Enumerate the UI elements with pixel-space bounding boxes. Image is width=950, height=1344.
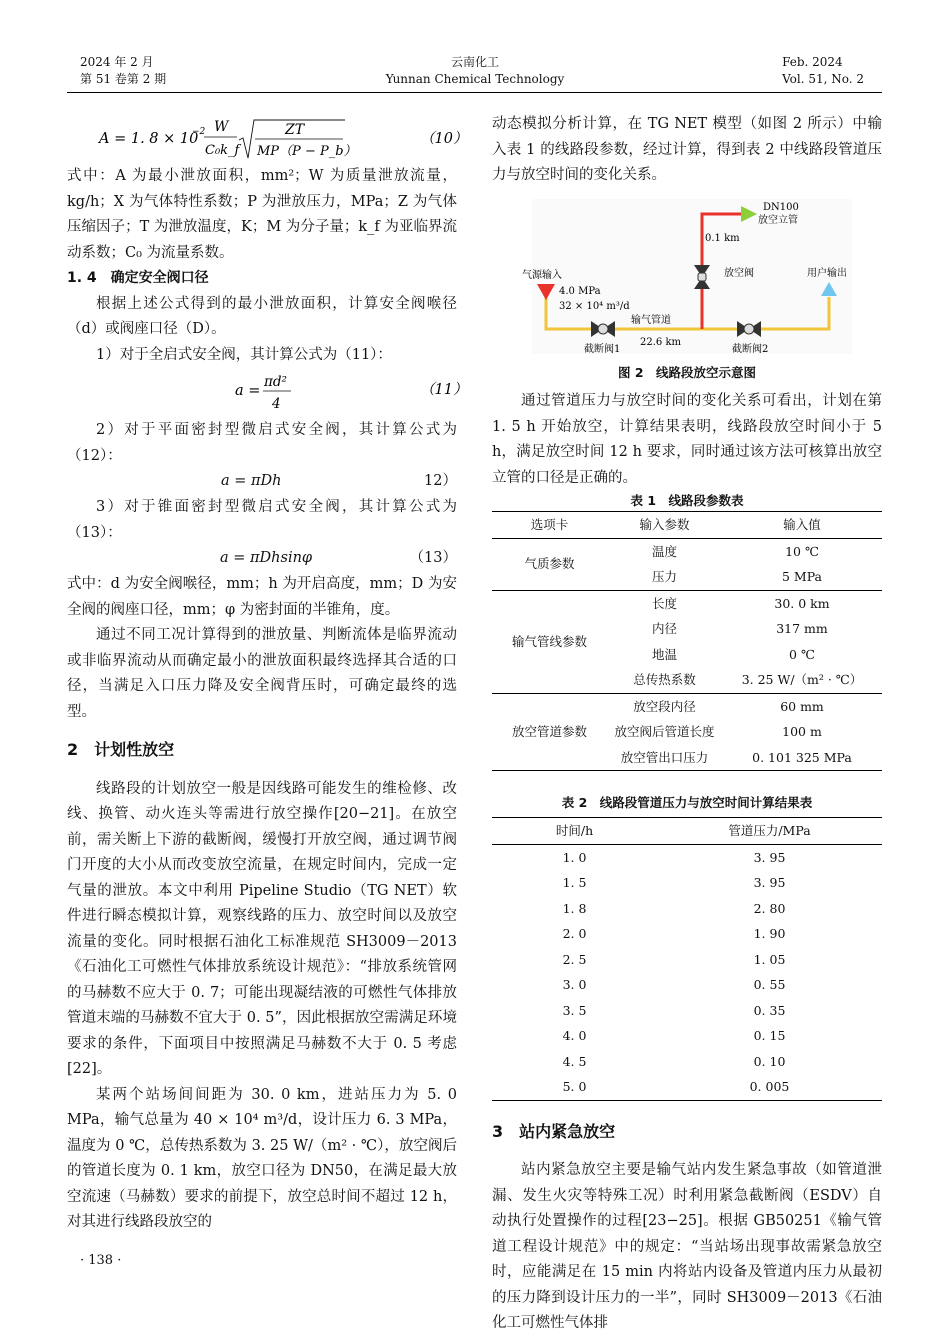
table-2 — [492, 817, 882, 1101]
equation-10-graphic — [67, 112, 468, 164]
header-date-en: Feb. 2024 — [782, 55, 843, 69]
table-1-param: 总传热系数 — [607, 667, 722, 693]
label-pipeline: 输气管道 — [631, 314, 671, 326]
table-2-header-pressure: 管道压力/MPa — [657, 818, 882, 845]
table-1-value: 5 MPa — [722, 564, 882, 590]
label-22-6km: 22.6 km — [640, 336, 681, 348]
table-1-param: 长度 — [651, 595, 677, 611]
eq10-frac1-num: W — [214, 119, 229, 135]
table-2-header-time: 时间/h — [492, 818, 657, 845]
table-2-body — [492, 844, 882, 1100]
eq10-frac2-num: ZT — [285, 122, 305, 138]
label-vent-valve: 放空阀 — [724, 267, 754, 279]
eq10-number: （10） — [420, 131, 468, 147]
eq10-lhs: A = 1. 8 × 10 — [99, 131, 199, 147]
table-row — [492, 921, 882, 947]
label-valve-1: 截断阀1 — [584, 343, 621, 355]
table-1-param: 压力 — [607, 564, 722, 590]
table-1-value: 0. 101 325 MPa — [722, 745, 882, 771]
table-2-pressure-cell: 3. 95 — [753, 875, 786, 890]
table-1-value: 100 m — [782, 724, 822, 739]
table-row — [492, 870, 882, 896]
paragraph-flat-seal: 2）对于平面密封型微启式安全阀，其计算公式为（12）： — [67, 422, 457, 464]
paragraph-planned-venting: 线路段的计划放空一般是因线路可能发生的维检修、改线、换管、动火连头等需进行放空操作[20−21]。在放空前，需关断上下游的截断阀，缓慢打开放空阀，通过调节阀门开度的大小从而改变放空流量，在规定时间内，完成一定气量的泄放。本文中利用 Pipeline Studio（TG NET）软件进行瞬态模拟计算，观察线路的压力、放空时间以及放空流量的变化。同时根据石油化工标准规范 SH3009－2013《石油化工可燃性气体排放系统设计规范》：“排放系统管网的马赫数不应大于 0. 7；可能出现凝结液的可燃性气体排放管道末端的马赫数不宜大于 0. 5”，因此根据放空需满足环境要求的条件，下面项目中按照满足马赫数不大于 0. 5 考虑[22]。 — [67, 780, 457, 1077]
table-1-group-pipeline: 输气管线参数 — [492, 590, 607, 693]
table-1-value: 60 mm — [780, 698, 824, 714]
eq11-denominator: 4 — [272, 396, 281, 412]
table-2-time-cell: 5. 0 — [492, 1074, 657, 1100]
table-row — [492, 1074, 882, 1100]
table-2-pressure-cell: 0. 55 — [753, 977, 786, 992]
table-row — [492, 896, 882, 922]
eq13-expression: a = πDhsinφ — [220, 550, 313, 566]
label-user-output: 用户输出 — [807, 267, 847, 279]
eq13-number: （13） — [409, 550, 457, 566]
table-2-pressure-cell: 1. 05 — [753, 951, 786, 967]
paragraph-valve-size: 根据上述公式得到的最小泄放面积，计算安全阀喉径（d）或阀座口径（D）。 — [67, 295, 457, 337]
table-1-value: 10 ℃ — [785, 543, 819, 559]
equation-12 — [67, 469, 457, 495]
table-1-group-gas: 气质参数 — [492, 538, 607, 590]
table-1-param: 内径 — [651, 621, 677, 636]
right-column — [492, 112, 882, 1337]
equation-10 — [67, 112, 468, 164]
figure-background — [532, 199, 852, 354]
paragraph-selection: 通过不同工况计算得到的泄放量、判断流体是临界流动或非临界流动从而确定最小的泄放面积最终选择其合适的口径，当满足入口压力降及安全阀背压时，可确定最终的选型。 — [67, 627, 457, 720]
section-3-heading: 3 站内紧急放空 — [492, 1121, 616, 1141]
header-date: 2024 年 2 月 — [80, 55, 154, 69]
figure-2-caption: 图 2 线路段放空示意图 — [617, 365, 757, 380]
table-2-time-cell: 2. 0 — [562, 926, 587, 941]
table-2-time-cell: 4. 5 — [562, 1053, 587, 1069]
paragraph-case-study: 某两个站场间间距为 30. 0 km，进站压力为 5. 0 MPa，输气总量为 40 × 10⁴ m³/d，设计压力 6. 3 MPa，温度为 0 ℃，总传热系数为 3. 25 W/（m² · ℃），放空阀后的管道长度为 0. 1 km，放空口径为 DN50，在满足最大放空流速（马赫数）要求的前提下，放空总时间不超过 12 h，对其进行线路段放空的 — [67, 1086, 457, 1230]
table-2-time-cell: 3. 0 — [562, 977, 587, 992]
table-1-param: 放空管出口压力 — [607, 745, 722, 771]
table-1-value: 30. 0 km — [774, 595, 830, 611]
label-valve-2: 截断阀2 — [732, 343, 769, 355]
table-1-header-param: 输入参数 — [607, 512, 722, 539]
table-1-param: 地温 — [651, 646, 677, 662]
table-1 — [492, 511, 882, 771]
paragraph-station-venting: 站内紧急放空主要是输气站内发生紧急事故（如管道泄漏、发生火灾等特殊工况）时利用紧急截断阀（ESDV）自动执行处置操作的过程[23−25]。根据 GB50251《输气管道工程设计规范》中的规定：“当站场出现事故需紧急放空时，应能满足在 15 min 内将站内设备及管道内压力从最初的压力降到设计压力的一半”，同时 SH3009－2013《石油化工可燃性气体排 — [492, 1162, 882, 1331]
paragraph-cone-seal: 3）对于锥面密封型微启式安全阀，其计算公式为（13）： — [67, 499, 457, 541]
table-1-param: 放空段内径 — [633, 698, 696, 714]
section-1-4-heading: 1. 4 确定安全阀口径 — [67, 270, 209, 286]
eq11-numerator: πd² — [264, 374, 287, 390]
paragraph-full-lift: 1）对于全启式安全阀，其计算公式为（11）： — [96, 346, 392, 363]
table-2-pressure-cell: 0. 005 — [657, 1074, 882, 1100]
eq11-number: （11） — [420, 382, 468, 398]
table-1-param: 放空阀后管道长度 — [614, 724, 715, 739]
eq10-exp: −2 — [192, 127, 206, 137]
table-2-pressure-cell: 1. 90 — [753, 926, 786, 941]
table-1-caption: 表 1 线路段参数表 — [630, 493, 744, 508]
equation-13 — [67, 546, 457, 572]
table-1-value: 0 ℃ — [789, 646, 815, 662]
left-column — [67, 112, 468, 1236]
eq12-expression: a = πDh — [221, 473, 282, 489]
table-row — [492, 1023, 882, 1049]
journal-title-en: Yunnan Chemical Technology — [385, 72, 565, 86]
label-gas-input: 气源输入 — [522, 269, 562, 281]
table-1-header-tab: 选项卡 — [492, 512, 607, 539]
table-1-param: 温度 — [651, 543, 677, 559]
page-number: · 138 · — [80, 1253, 122, 1268]
table-1-group-vent: 放空管道参数 — [492, 693, 607, 771]
label-dn100: DN100 — [763, 201, 799, 213]
table-2-pressure-cell: 0. 10 — [753, 1053, 786, 1069]
label-flow: 32 × 10⁴ m³/d — [559, 300, 630, 312]
table-1-value: 317 mm — [776, 621, 828, 636]
table-2-time-cell: 1. 8 — [562, 900, 587, 916]
table-row — [492, 1049, 882, 1075]
table-row — [492, 998, 882, 1024]
header-volume: 第 51 卷第 2 期 — [80, 72, 167, 86]
formula-10-legend: 式中：A 为最小泄放面积，mm²；W 为质量泄放流量，kg/h；X 为气体特性系数；P 为泄放压力，MPa；Z 为气体压缩因子；T 为泄放温度，K；M 为分子量；k_f 为亚临界流动系数；C₀ 为流量系数。 — [67, 168, 457, 261]
table-2-time-cell: 4. 0 — [562, 1028, 587, 1043]
table-2-time-cell: 2. 5 — [562, 951, 587, 967]
figure-2-diagram — [492, 199, 882, 354]
label-vent-riser: 放空立管 — [758, 214, 798, 226]
section-2-heading: 2 计划性放空 — [67, 740, 175, 759]
table-1-value: 3. 25 W/（m² · ℃） — [722, 667, 882, 693]
table-1-header-value: 输入值 — [722, 512, 882, 539]
table-2-pressure-cell: 0. 15 — [753, 1028, 786, 1043]
table-2-pressure-cell: 0. 35 — [753, 1002, 786, 1018]
table-row — [492, 947, 882, 973]
table-2-pressure-cell: 3. 95 — [753, 849, 786, 865]
header-volume-en: Vol. 51, No. 2 — [782, 72, 864, 86]
formula-11-13-legend: 式中：d 为安全阀喉径，mm；h 为开启高度，mm；D 为安全阀的阀座口径，mm；φ 为密封面的半锥角，度。 — [67, 576, 457, 618]
table-row — [492, 844, 882, 870]
journal-date-volume-en — [782, 54, 864, 88]
table-2-caption: 表 2 线路段管道压力与放空时间计算结果表 — [561, 795, 813, 810]
eq10-frac2-den: MP（P − P_b） — [257, 144, 357, 159]
eq10-frac1-den: C₀k_f — [205, 143, 240, 158]
equation-11 — [67, 368, 468, 418]
equation-11-graphic — [67, 368, 468, 418]
table-row — [492, 972, 882, 998]
eq11-lhs: a = — [235, 383, 261, 399]
table-2-time-cell: 1. 0 — [562, 849, 587, 865]
label-pressure: 4.0 MPa — [559, 285, 601, 297]
header-rule — [67, 92, 882, 93]
figure-2 — [492, 199, 882, 384]
label-0-1km: 0.1 km — [705, 232, 740, 244]
paragraph-result-analysis: 通过管道压力与放空时间的变化关系可看出，计划在第 1. 5 h 开始放空，计算结果表明，线路段放空时间小于 5 h，满足放空时间 12 h 要求，同时通过该方法可核算出放空立管的口径是正确的。 — [492, 393, 882, 486]
table-2-pressure-cell: 2. 80 — [753, 900, 786, 916]
eq12-number: 12） — [424, 473, 457, 489]
table-2-time-cell: 3. 5 — [562, 1002, 587, 1018]
table-2-time-cell: 1. 5 — [562, 875, 587, 890]
journal-title-cn: 云南化工 — [450, 55, 499, 69]
paragraph-model-input: 动态模拟分析计算，在 TG NET 模型（如图 2 所示）中输入表 1 的线路段参数，经过计算，得到表 2 中线路段管道压力与放空时间的变化关系。 — [492, 116, 882, 183]
